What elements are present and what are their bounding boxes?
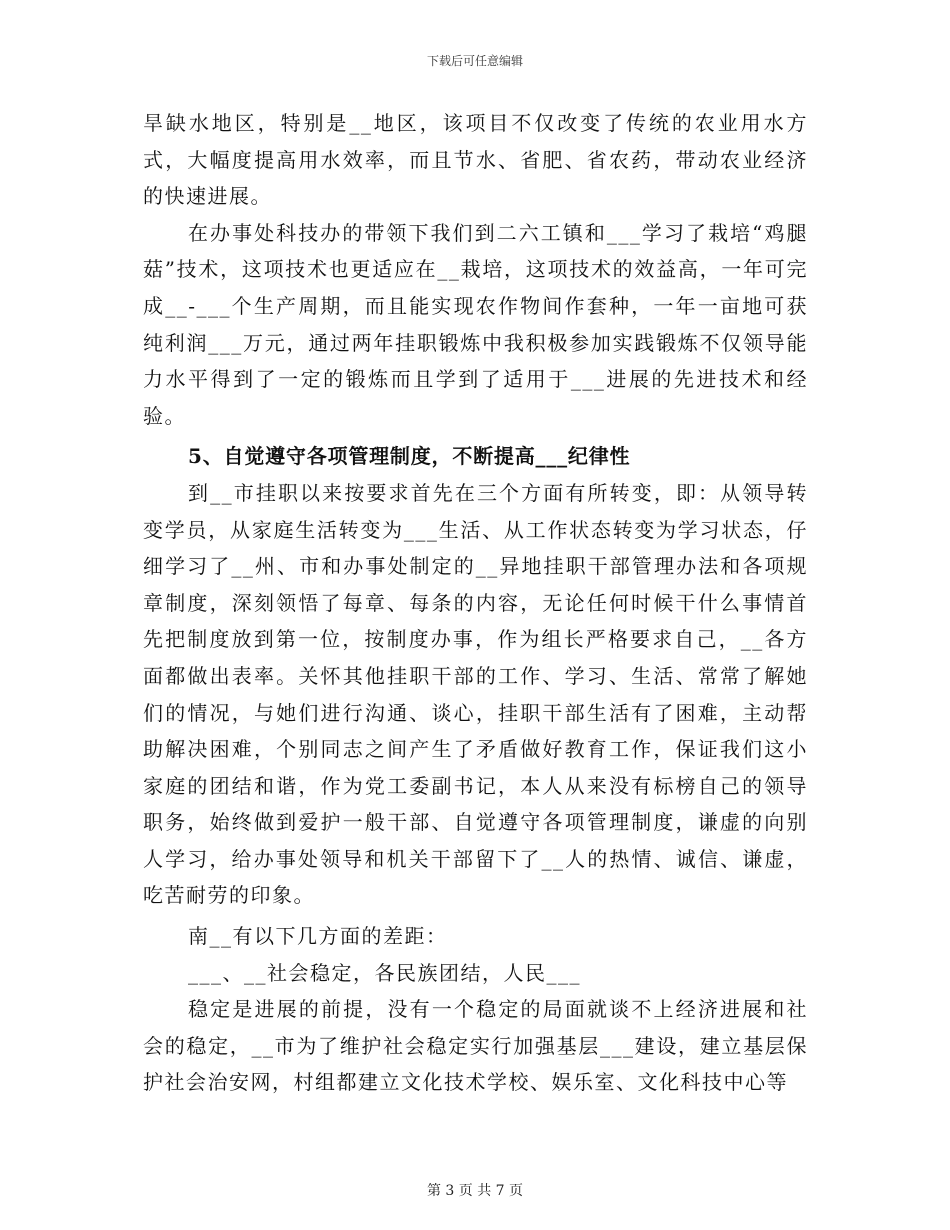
paragraph-discipline: 到__市挂职以来按要求首先在三个方面有所转变，即：从领导转变学员，从家庭生活转变为___生活、从工作状态转变为学习状态，仔细学习了__州、市和办事处制定的__异地挂职干部管理办法和各项规章制度，深刻领悟了每章、每条的内容，无论任何时候干什么事情首先把制度放到第一位，按制度办事，作为组长严格要求自己，__各方面都做出表率。关怀其他挂职干部的工作、学习、生活、常常了解她们的情况，与她们进行沟通、谈心，挂职干部生活有了困难，主动帮助解决困难，个别同志之间产生了矛盾做好教育工作，保证我们这小家庭的团结和谐，作为党工委副书记，本人从来没有标榜自己的领导职务，始终做到爱护一般干部、自觉遵守各项管理制度，谦虚的向别人学习，给办事处领导和机关干部留下了__人的热情、诚信、谦虚，吃苦耐劳的印象。: [143, 480, 808, 908]
paragraph-stability: 稳定是进展的前提，没有一个稳定的局面就谈不上经济进展和社会的稳定，__市为了维护社会稳定实行加强基层___建设，建立基层保护社会治安网，村组都建立文化技术学校、娱乐室、文化科技中心等: [143, 997, 808, 1095]
paragraph-continuation: 旱缺水地区，特别是__地区，该项目不仅改变了传统的农业用水方式，大幅度提高用水效率，而且节水、省肥、省农药，带动农业经济的快速进展。: [143, 111, 808, 209]
document-body: [143, 105, 808, 1101]
page-header: 下载后可任意编辑: [426, 54, 523, 68]
section-heading-5: 5、自觉遵守各项管理制度，不断提高___纪律性: [188, 444, 631, 469]
paragraph-mushroom-technique: 在办事处科技办的带领下我们到二六工镇和___学习了栽培“鸡腿菇”技术，这项技术也更适应在__栽培，这项技术的效益高，一年可完成__-___个生产周期，而且能实现农作物间作套种，一年一亩地可获纯利润___万元，通过两年挂职锻炼中我积极参加实践锻炼不仅领导能力水平得到了一定的锻炼而且学到了适用于___进展的先进技术和经验。: [143, 220, 808, 428]
page-number: 第 3 页 共 7 页: [426, 1183, 524, 1199]
paragraph-gaps-intro: 南__有以下几方面的差距：: [188, 924, 448, 949]
paragraph-social-stability-heading: ___、__社会稳定，各民族团结，人民___: [188, 960, 581, 985]
